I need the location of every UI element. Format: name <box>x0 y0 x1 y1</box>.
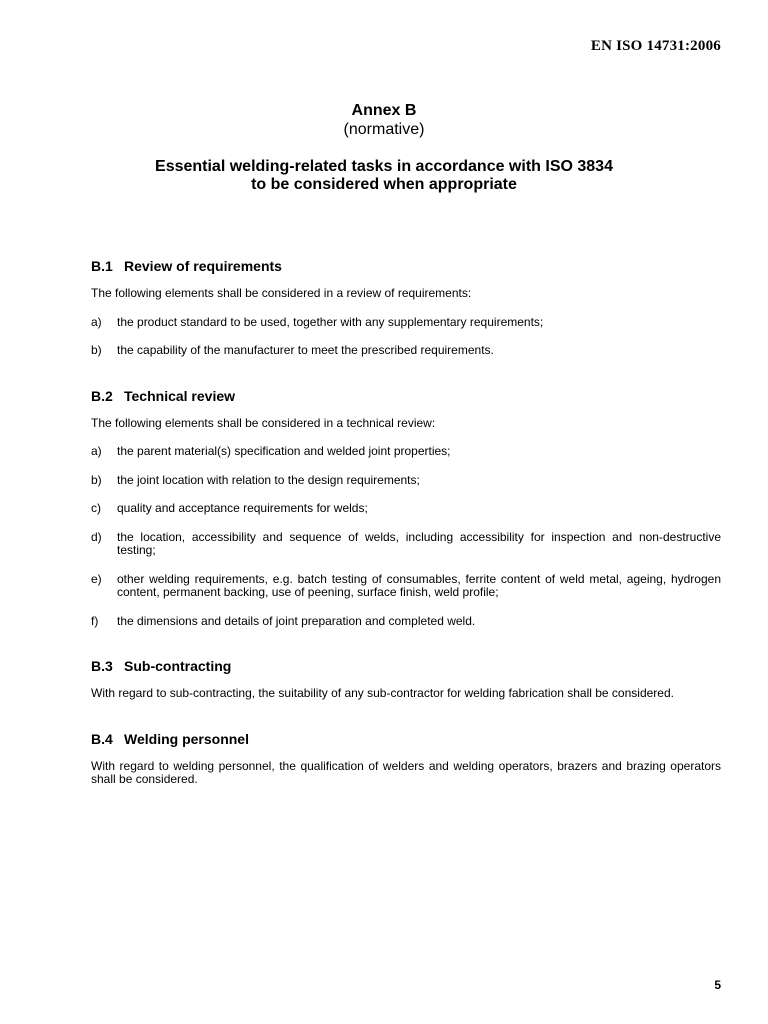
section-number: B.3 <box>91 658 113 674</box>
list-marker: a) <box>91 444 102 458</box>
annex-heading-line-1: Essential welding-related tasks in accordance with ISO 3834 <box>155 158 613 175</box>
list-text: the joint location with relation to the design requirements; <box>117 472 420 487</box>
section-number: B.4 <box>91 730 113 747</box>
section-intro: With regard to sub-contracting, the suitability of any sub-contractor for welding fabrication shall be considered. <box>91 686 674 700</box>
annex-label: Annex B <box>351 102 417 119</box>
section-b1 <box>91 258 721 358</box>
list-text: quality and acceptance requirements for welds; <box>117 501 368 515</box>
section-title: Review of requirements <box>124 258 282 274</box>
list-item <box>91 531 721 558</box>
section-b4 <box>91 731 721 787</box>
section-heading <box>91 388 721 404</box>
list-marker: b) <box>91 472 102 487</box>
list-text: the product standard to be used, together with any supplementary requirements; <box>117 314 544 329</box>
annex-heading-line-2: to be considered when appropriate <box>251 176 517 193</box>
section-heading <box>91 731 721 747</box>
list-marker: b) <box>91 343 102 357</box>
list-item <box>91 615 721 629</box>
list-marker: f) <box>91 613 99 628</box>
list-item <box>91 316 721 330</box>
section-intro: The following elements shall be considered in a review of requirements: <box>91 286 472 300</box>
list-marker: e) <box>91 571 102 586</box>
list-marker: d) <box>91 529 102 544</box>
list-item <box>91 344 721 358</box>
list-item <box>91 573 721 600</box>
list-text: the location, accessibility and sequence of welds, including accessibility for inspection and non-destructive testing; <box>117 529 721 557</box>
annex-heading <box>0 158 768 194</box>
list-text: other welding requirements, e.g. batch testing of consumables, ferrite content of weld metal, ageing, hydrogen content, permanent backing, use of peening, surface finish, weld profile; <box>117 571 721 599</box>
list-marker: c) <box>91 501 101 515</box>
section-title: Welding personnel <box>124 730 249 747</box>
annex-type: (normative) <box>343 121 425 138</box>
list-text: the capability of the manufacturer to meet the prescribed requirements. <box>117 343 494 357</box>
list-item <box>91 502 721 516</box>
standard-reference: EN ISO 14731:2006 <box>590 38 721 54</box>
list-text: the dimensions and details of joint preparation and completed weld. <box>117 613 476 628</box>
section-heading <box>91 658 721 674</box>
section-b3 <box>91 658 721 701</box>
section-intro: The following elements shall be considered in a technical review: <box>91 415 436 430</box>
list-text: the parent material(s) specification and welded joint properties; <box>117 444 451 458</box>
list-item <box>91 474 721 488</box>
document-body <box>91 258 721 802</box>
list-item <box>91 445 721 459</box>
section-number: B.1 <box>91 258 113 274</box>
page-number: 5 <box>714 978 721 992</box>
annex-title-block <box>0 101 768 139</box>
section-heading <box>91 258 721 274</box>
section-b2 <box>91 388 721 629</box>
section-title: Sub-contracting <box>124 658 232 674</box>
section-title: Technical review <box>124 387 236 404</box>
list-marker: a) <box>91 314 102 329</box>
section-number: B.2 <box>91 387 113 404</box>
section-intro: With regard to welding personnel, the qualification of welders and welding operators, brazers and brazing operators shall be considered. <box>91 758 721 786</box>
